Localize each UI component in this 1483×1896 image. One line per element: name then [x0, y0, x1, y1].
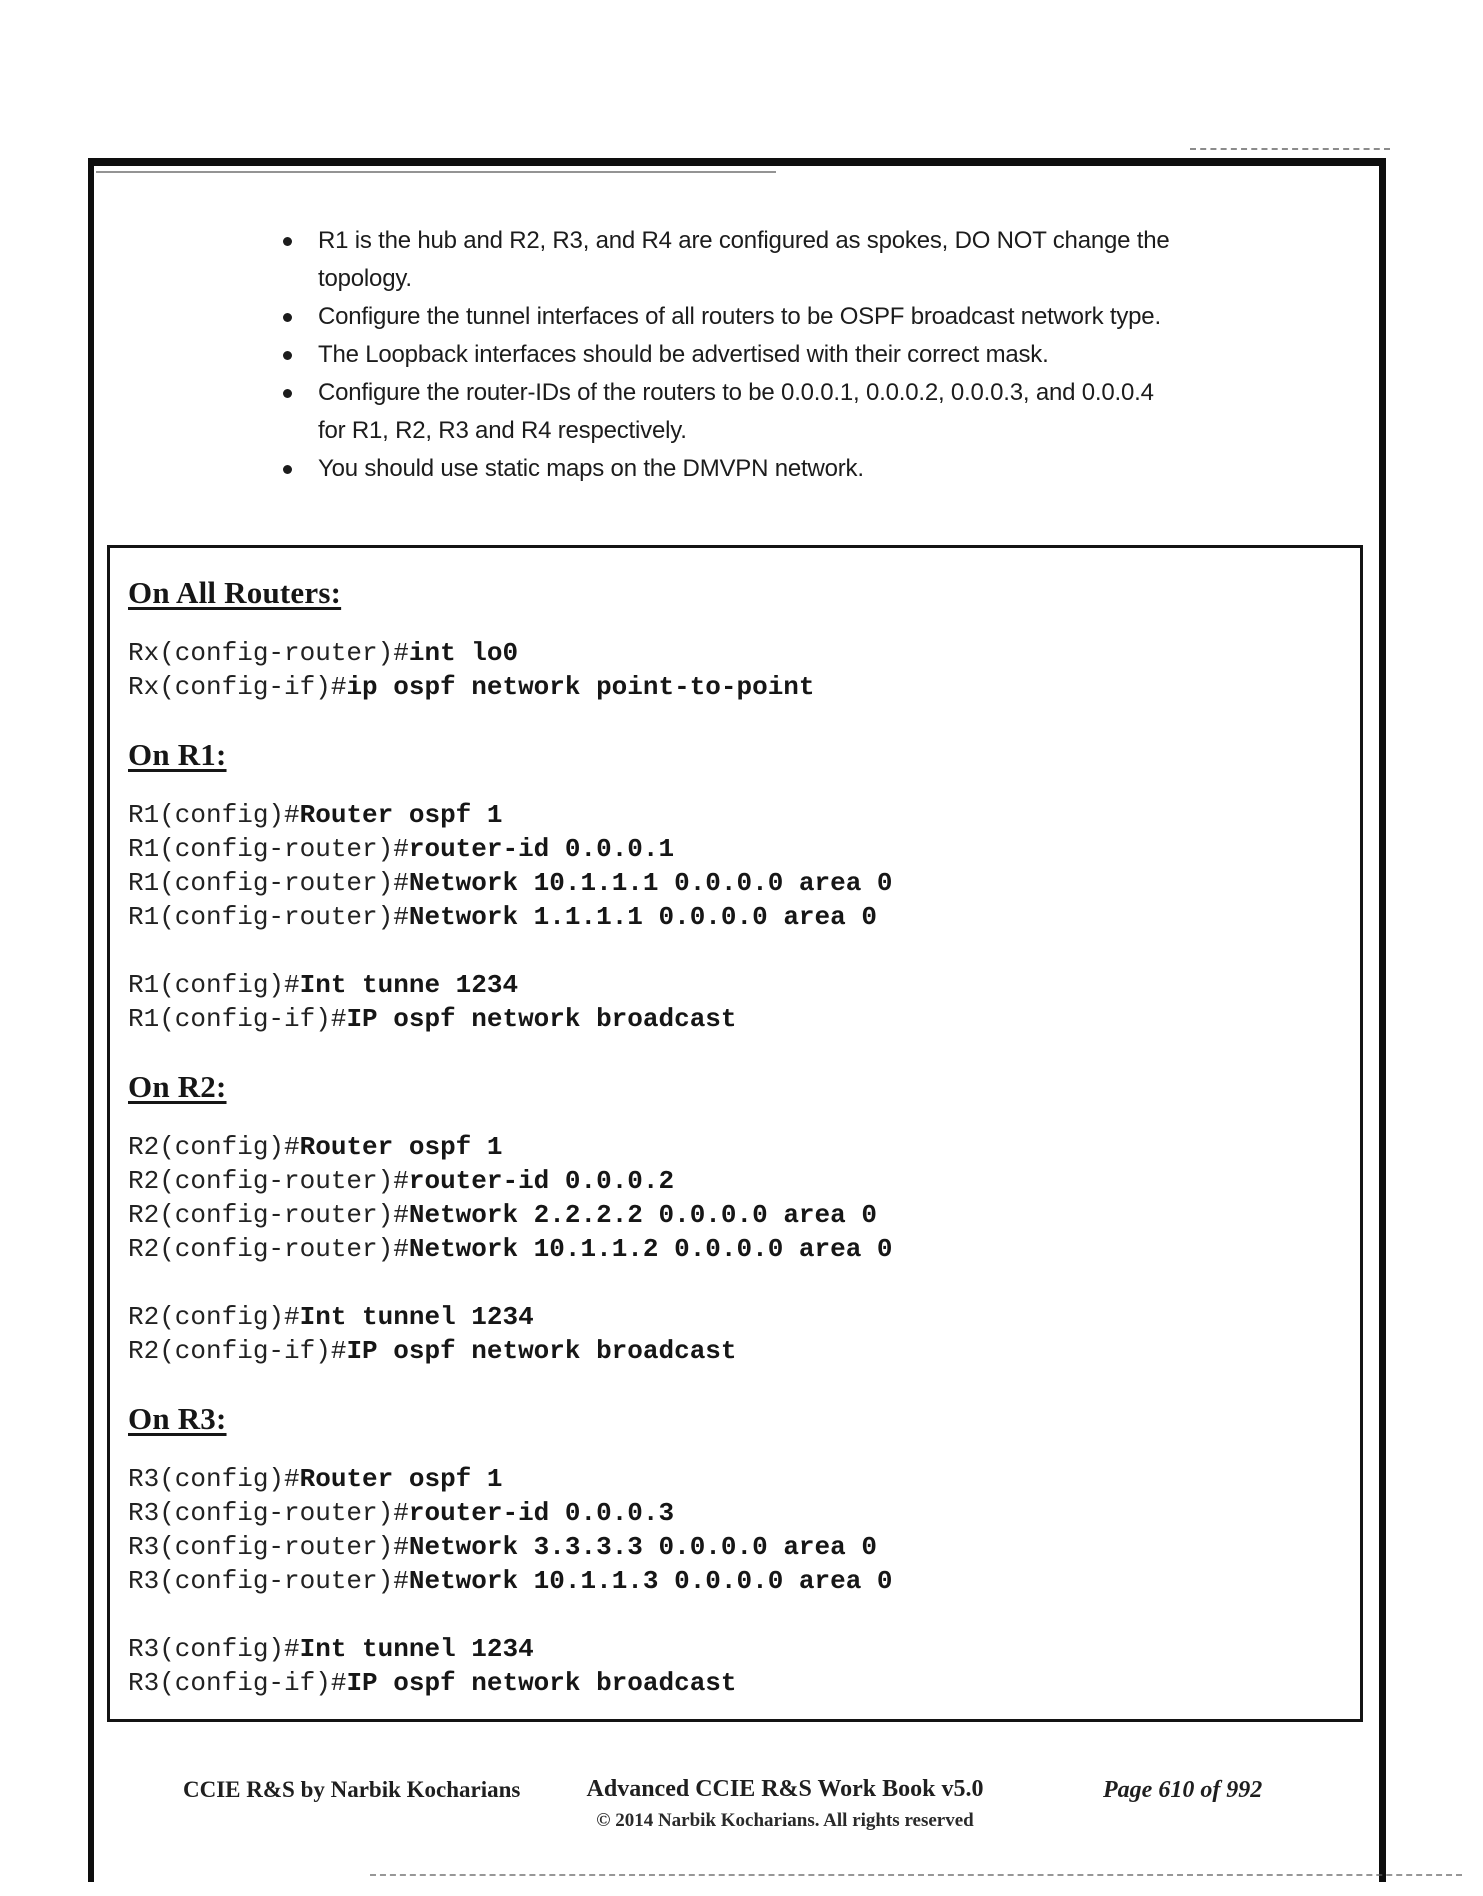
bullet-line: You should use static maps on the DMVPN network.: [318, 455, 864, 482]
cli-line: [128, 1530, 1340, 1564]
cli-command: Router ospf 1: [299, 1464, 503, 1494]
cli-block: [128, 1462, 1340, 1598]
bullet-item: [283, 336, 1283, 374]
cli-command: IP ospf network broadcast: [346, 1336, 737, 1366]
cli-block: [128, 1632, 1340, 1700]
cli-command: router-id 0.0.0.1: [408, 834, 675, 864]
cli-line: [128, 1198, 1340, 1232]
bullet-list: [283, 222, 1283, 488]
cli-command: Router ospf 1: [299, 1132, 503, 1162]
scan-streak-artifact: [96, 171, 776, 173]
section-heading: On R3:: [128, 1401, 227, 1436]
cli-line: [128, 1300, 1340, 1334]
cli-line: [128, 1164, 1340, 1198]
cli-prompt: R3(config-router)#: [128, 1498, 409, 1528]
cli-line: [128, 832, 1340, 866]
cli-line: [128, 866, 1340, 900]
cli-prompt: Rx(config-router)#: [128, 638, 409, 668]
bullet-item: [283, 450, 1283, 488]
section-heading: On All Routers:: [128, 575, 342, 610]
cli-block: [128, 636, 1340, 704]
cli-prompt: R2(config-if)#: [128, 1336, 347, 1366]
cli-line: [128, 1632, 1340, 1666]
cli-command: Network 2.2.2.2 0.0.0.0 area 0: [408, 1200, 877, 1230]
footer-author: CCIE R&S by Narbik Kocharians: [183, 1777, 521, 1802]
bullet-text: [318, 298, 1161, 336]
bullet-line: The Loopback interfaces should be advertised with their correct mask.: [318, 341, 1049, 368]
cli-block: [128, 798, 1340, 934]
cli-line: [128, 900, 1340, 934]
bullet-marker: [283, 336, 318, 360]
cli-prompt: R1(config)#: [128, 800, 300, 830]
bullet-item: [283, 374, 1283, 450]
cli-command: Network 3.3.3.3 0.0.0.0 area 0: [408, 1532, 877, 1562]
bullet-line: for R1, R2, R3 and R4 respectively.: [318, 417, 687, 444]
cli-prompt: R2(config-router)#: [128, 1234, 409, 1264]
bullet-text: [318, 222, 1170, 298]
bullet-text: [318, 336, 1049, 374]
cli-line: [128, 968, 1340, 1002]
cli-command: router-id 0.0.0.3: [408, 1498, 675, 1528]
cli-line: [128, 1462, 1340, 1496]
cli-command: Int tunne 1234: [299, 970, 519, 1000]
scan-artifact-bottom-edge: [370, 1874, 1462, 1876]
cli-command: Network 10.1.1.3 0.0.0.0 area 0: [408, 1566, 893, 1596]
bullet-marker: [283, 222, 318, 246]
section-heading: On R1:: [128, 737, 227, 772]
bullet-line: Configure the router-IDs of the routers to be 0.0.0.1, 0.0.0.2, 0.0.0.3, and 0.0.0.4: [318, 379, 1154, 406]
cli-prompt: Rx(config-if)#: [128, 672, 347, 702]
bullet-marker: [283, 298, 318, 322]
cli-prompt: R1(config)#: [128, 970, 300, 1000]
footer-copyright: © 2014 Narbik Kocharians. All rights reserved: [596, 1810, 974, 1831]
cli-command: Int tunnel 1234: [299, 1302, 534, 1332]
bullet-marker: [283, 374, 318, 398]
cli-command: router-id 0.0.0.2: [408, 1166, 675, 1196]
cli-line: [128, 798, 1340, 832]
cli-command: IP ospf network broadcast: [346, 1668, 737, 1698]
cli-command: Network 10.1.1.2 0.0.0.0 area 0: [408, 1234, 893, 1264]
cli-prompt: R3(config-router)#: [128, 1532, 409, 1562]
bullet-text: [318, 374, 1154, 450]
cli-line: [128, 670, 1340, 704]
bullet-item: [283, 222, 1283, 298]
cli-command: IP ospf network broadcast: [346, 1004, 737, 1034]
cli-prompt: R3(config)#: [128, 1634, 300, 1664]
scan-artifact-top-right: [1190, 148, 1390, 150]
cli-command: Network 1.1.1.1 0.0.0.0 area 0: [408, 902, 877, 932]
cli-block: [128, 1130, 1340, 1266]
cli-line: [128, 1232, 1340, 1266]
bullet-line: Configure the tunnel interfaces of all routers to be OSPF broadcast network type.: [318, 303, 1161, 330]
footer-book-title: Advanced CCIE R&S Work Book v5.0: [586, 1776, 984, 1802]
bullet-text: [318, 450, 864, 488]
cli-prompt: R2(config)#: [128, 1132, 300, 1162]
section-heading: On R2:: [128, 1069, 227, 1104]
cli-prompt: R2(config)#: [128, 1302, 300, 1332]
cli-prompt: R2(config-router)#: [128, 1200, 409, 1230]
cli-line: [128, 1666, 1340, 1700]
cli-prompt: R1(config-router)#: [128, 868, 409, 898]
cli-prompt: R1(config-router)#: [128, 834, 409, 864]
cli-prompt: R3(config-if)#: [128, 1668, 347, 1698]
cli-prompt: R1(config-if)#: [128, 1004, 347, 1034]
cli-prompt: R3(config-router)#: [128, 1566, 409, 1596]
cli-block: [128, 1300, 1340, 1368]
cli-line: [128, 1564, 1340, 1598]
cli-command: ip ospf network point-to-point: [346, 672, 815, 702]
bullet-line: topology.: [318, 265, 412, 292]
cli-command: int lo0: [408, 638, 519, 668]
cli-prompt: R2(config-router)#: [128, 1166, 409, 1196]
cli-line: [128, 1496, 1340, 1530]
cli-command: Router ospf 1: [299, 800, 503, 830]
cli-command: Int tunnel 1234: [299, 1634, 534, 1664]
cli-prompt: R1(config-router)#: [128, 902, 409, 932]
cli-block: [128, 968, 1340, 1036]
config-box: [107, 545, 1363, 1722]
cli-prompt: R3(config)#: [128, 1464, 300, 1494]
bullet-item: [283, 298, 1283, 336]
bullet-line: R1 is the hub and R2, R3, and R4 are configured as spokes, DO NOT change the: [318, 227, 1170, 254]
footer-page-number: Page 610 of 992: [1103, 1777, 1263, 1803]
cli-line: [128, 1334, 1340, 1368]
cli-command: Network 10.1.1.1 0.0.0.0 area 0: [408, 868, 893, 898]
cli-line: [128, 636, 1340, 670]
bullet-marker: [283, 450, 318, 474]
cli-line: [128, 1002, 1340, 1036]
cli-line: [128, 1130, 1340, 1164]
